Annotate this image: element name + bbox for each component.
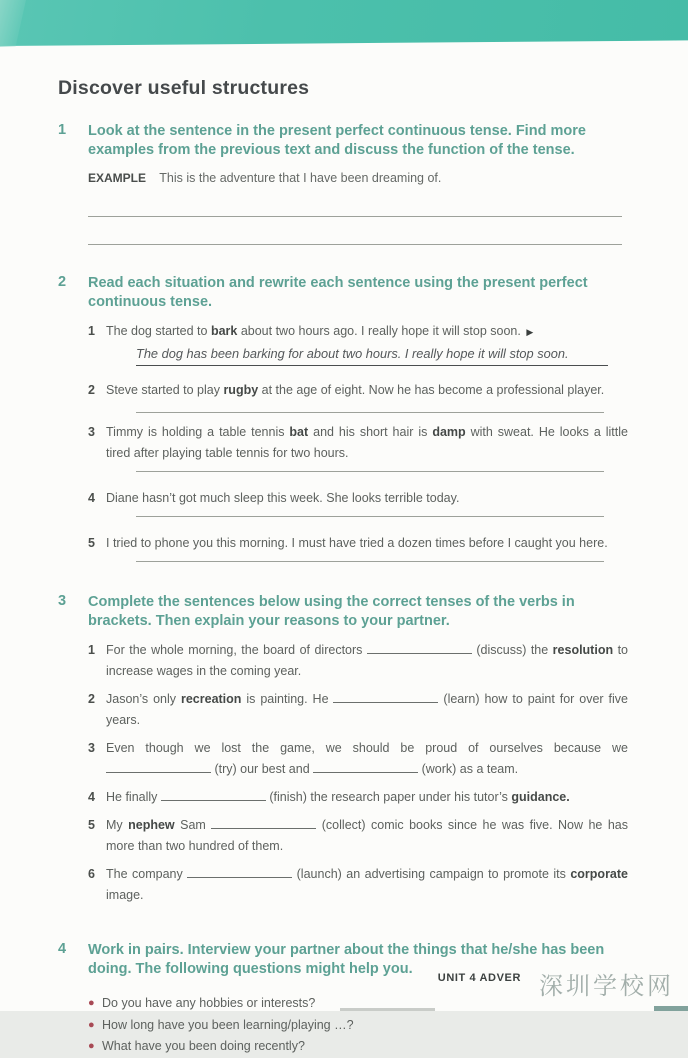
item-text — [106, 640, 628, 682]
exercise-2-item-4 — [88, 488, 628, 509]
page-content — [0, 47, 688, 1058]
exercise-1-heading: Look at the sentence in the present perfect continuous tense. Find more examples from the previous text and discuss the function of the tense. — [88, 123, 586, 158]
item-text — [106, 738, 628, 780]
text-segment: (collect) comic books since he was five. Now he has more than two hundred of them. — [106, 818, 628, 853]
answer-line — [136, 516, 604, 517]
text-segment: (work) as a team. — [418, 762, 519, 776]
answer-blank — [161, 788, 266, 801]
exercise-2 — [58, 274, 628, 562]
question-text: How long have you been learning/playing …? — [102, 1017, 354, 1032]
bullet-icon: ● — [88, 1018, 95, 1031]
text-segment: The company — [106, 867, 188, 881]
text-segment: (learn) how to paint for over five years. — [106, 692, 628, 727]
answer-blank — [187, 865, 292, 878]
exercise-3-item-2 — [88, 689, 628, 731]
item-text — [106, 864, 628, 906]
text-segment: Jason’s only — [106, 692, 181, 706]
text-segment: For the whole morning, the board of directors — [106, 643, 367, 657]
text-segment: My — [106, 818, 129, 832]
exercise-3-item-5 — [88, 815, 628, 857]
exercise-3-number: 3 — [58, 593, 67, 609]
text-segment: rugby — [223, 383, 259, 397]
exercise-3-item-3 — [88, 738, 628, 780]
text-segment: to increase wages in the coming year. — [106, 643, 628, 678]
text-segment: damp — [432, 425, 466, 439]
text-segment: Timmy is holding a table tennis — [106, 425, 290, 439]
text-segment: image. — [106, 888, 144, 902]
item-text — [106, 488, 628, 509]
text-segment: about two hours ago. I really hope it will stop soon. — [237, 324, 525, 338]
exercise-1-number: 1 — [58, 122, 67, 138]
item-number: 6 — [88, 867, 95, 881]
exercise-2-item-1 — [88, 321, 628, 343]
question-item — [88, 1036, 628, 1058]
exercise-3-heading-row — [58, 593, 628, 631]
scan-artifact — [340, 1008, 435, 1011]
text-segment: The dog started to — [106, 324, 211, 338]
exercise-2-item-2 — [88, 380, 628, 401]
item-text — [106, 533, 628, 554]
item-number: 4 — [88, 491, 95, 505]
exercise-3-item-6 — [88, 864, 628, 906]
text-segment: at the age of eight. Now he has become a professional player. — [258, 383, 605, 397]
item-number: 1 — [88, 643, 95, 657]
exercise-3-body — [88, 640, 628, 906]
header-teal-band — [0, 0, 688, 47]
bullet-icon: ● — [88, 997, 95, 1009]
item-number: 5 — [88, 536, 95, 550]
exercise-2-item-5 — [88, 533, 628, 554]
exercise-3-heading: Complete the sentences below using the correct tenses of the verbs in brackets. Then explain your reasons to your partner. — [88, 594, 575, 629]
text-segment: is painting. He — [241, 692, 334, 706]
question-item — [88, 1015, 628, 1037]
unit-label: UNIT 4 ADVER — [437, 971, 521, 984]
answer-line — [136, 561, 604, 562]
text-segment: He finally — [106, 790, 161, 804]
text-segment: bark — [210, 324, 238, 338]
item-number: 5 — [88, 818, 95, 832]
exercise-2-heading: Read each situation and rewrite each sentence using the present perfect continuous tense. — [88, 275, 588, 310]
question-text: What have you been doing recently? — [102, 1039, 305, 1053]
answer-blank — [367, 641, 472, 654]
text-segment: I tried to phone you this morning. I must have tried a dozen times before I caught you here. — [106, 536, 608, 550]
answer-blank — [211, 816, 316, 829]
text-segment: guidance. — [511, 790, 570, 804]
exercise-1 — [58, 122, 628, 245]
text-segment: (finish) the research paper under his tutor’s — [265, 790, 512, 804]
question-text: Do you have any hobbies or interests? — [102, 996, 316, 1010]
watermark-text: 深圳学校网 — [539, 972, 674, 1000]
example-label: EXAMPLE — [88, 171, 147, 185]
question-list — [88, 993, 628, 1058]
exercise-2-number: 2 — [58, 274, 67, 290]
text-segment: and his short hair is — [308, 425, 433, 439]
example-sentence: This is the adventure that I have been dreaming of. — [159, 171, 442, 185]
scan-artifact — [654, 1006, 688, 1011]
text-segment: Steve started to play — [106, 383, 224, 397]
item-number: 2 — [88, 383, 95, 397]
answer-line — [88, 244, 622, 245]
item-text — [106, 815, 628, 857]
text-segment: corporate — [570, 867, 628, 881]
item-text — [106, 321, 628, 343]
example-row — [88, 171, 628, 185]
text-segment: with sweat. He looks a little tired after playing table tennis for two hours. — [106, 425, 628, 460]
exercise-3-item-4 — [88, 787, 628, 808]
exercise-2-item-3 — [88, 422, 628, 464]
bullet-icon: ● — [88, 1040, 95, 1052]
text-segment: Even though we lost the game, we should be proud of ourselves because we — [106, 741, 628, 755]
text-segment: Sam — [174, 818, 212, 832]
page-title: Discover useful structures — [58, 77, 310, 99]
handwritten-answer: The dog has been barking for about two hours. I really hope it will stop soon. — [136, 344, 608, 366]
exercise-2-heading-row — [58, 274, 628, 312]
text-segment: resolution — [552, 643, 614, 657]
item-number: 4 — [88, 790, 95, 804]
answer-line — [136, 412, 604, 413]
item-text — [106, 380, 628, 401]
answer-blank — [333, 690, 438, 703]
answer-line — [88, 216, 622, 217]
exercise-3-item-1 — [88, 640, 628, 682]
item-text — [106, 787, 628, 808]
item-number: 3 — [88, 741, 95, 755]
text-segment: recreation — [180, 692, 242, 706]
text-segment: Diane hasn’t got much sleep this week. She looks terrible today. — [106, 491, 460, 505]
item-text — [106, 689, 628, 731]
answer-blank — [313, 760, 418, 773]
exercise-1-body — [88, 171, 628, 245]
play-arrow-icon: ▶ — [526, 327, 534, 337]
exercise-2-body — [88, 321, 628, 562]
text-segment: nephew — [128, 818, 175, 832]
text-segment: (discuss) the — [471, 643, 553, 657]
item-number: 3 — [88, 425, 95, 439]
item-number: 2 — [88, 692, 95, 706]
text-segment: bat — [289, 425, 309, 439]
exercise-3 — [58, 593, 628, 906]
answer-blank — [106, 760, 211, 773]
text-segment: (try) our best and — [211, 762, 314, 776]
exercise-1-heading-row — [58, 122, 628, 160]
answer-line — [136, 471, 604, 472]
item-text — [106, 422, 628, 464]
item-number: 1 — [88, 324, 95, 338]
exercise-4-heading: Work in pairs. Interview your partner about the things that he/she has been doing. The following questions might help you. — [88, 942, 605, 977]
text-segment: (launch) an advertising campaign to promote its — [292, 867, 571, 881]
page-footer — [438, 966, 674, 1001]
exercise-4-number: 4 — [58, 941, 67, 957]
